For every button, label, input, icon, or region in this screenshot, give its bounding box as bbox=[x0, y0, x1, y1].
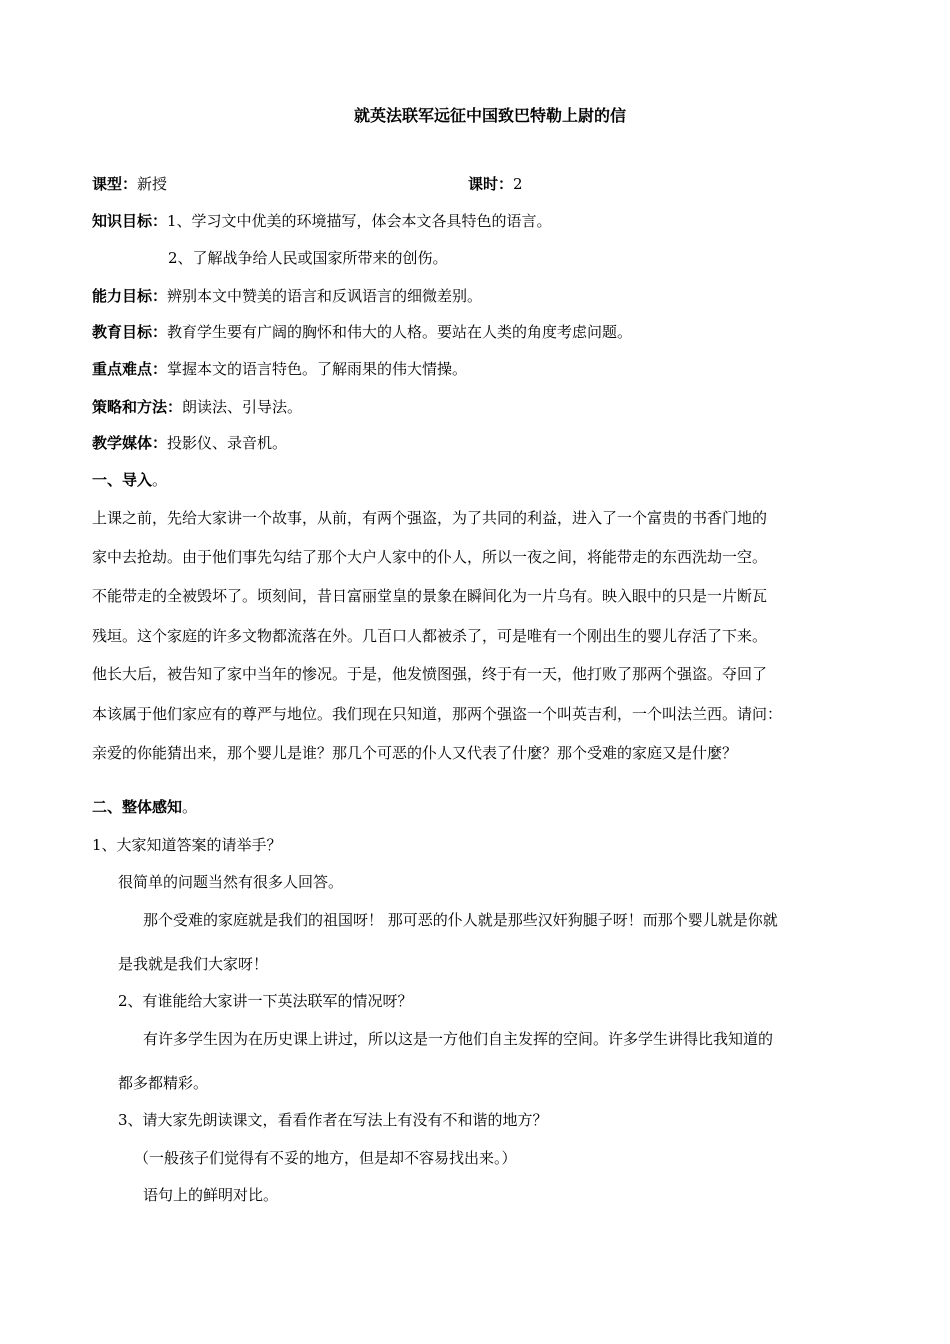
section-2-heading bbox=[92, 797, 197, 817]
section-1-heading-text: 一、导入 bbox=[92, 471, 153, 489]
section-2-heading-tail: 。 bbox=[182, 798, 198, 816]
key-value: 掌握本文的语言特色。了解雨果的伟大情操。 bbox=[167, 360, 468, 378]
media-label: 教学媒体： bbox=[92, 434, 168, 452]
section-2-heading-text: 二、整体感知 bbox=[92, 798, 183, 816]
question-2-answer-a: 有许多学生因为在历史课上讲过，所以这是一方他们自主发挥的空间。许多学生讲得比我知道的 bbox=[143, 1030, 774, 1048]
story-line-1: 上课之前，先给大家讲一个故事，从前，有两个强盗，为了共同的利益，进入了一个富贵的书香门地的 bbox=[92, 509, 768, 527]
key-label: 重点难点： bbox=[92, 360, 168, 378]
question-1-answer-a: 那个受难的家庭就是我们的祖国呀！ 那可恶的仆人就是那些汉奸狗腿子呀！而那个婴儿就是你就 bbox=[143, 911, 778, 929]
story-line-7: 亲爱的你能猜出来，那个婴儿是谁？那几个可恶的仆人又代表了什麼？那个受难的家庭又是什麼？ bbox=[92, 744, 738, 762]
question-1: 1、大家知道答案的请举手？ bbox=[92, 836, 282, 854]
knowledge-item-2: 2、了解战争给人民或国家所带来的创伤。 bbox=[168, 249, 448, 267]
class-hours-value: 2 bbox=[513, 175, 523, 193]
strategy-value: 朗读法、引导法。 bbox=[182, 398, 303, 416]
question-2-answer-b: 都多都精彩。 bbox=[118, 1074, 209, 1092]
question-3: 3、请大家先朗读课文，看看作者在写法上有没有不和谐的地方？ bbox=[118, 1111, 548, 1129]
ability-label: 能力目标： bbox=[92, 287, 168, 305]
knowledge-objective bbox=[92, 211, 552, 231]
section-1-heading bbox=[92, 470, 167, 490]
knowledge-item-1: 1、学习文中优美的环境描写，体会本文各具特色的语言。 bbox=[167, 212, 552, 230]
story-line-3: 不能带走的全被毁坏了。顷刻间，昔日富丽堂皇的景象在瞬间化为一片乌有。映入眼中的只是一片断瓦 bbox=[92, 587, 768, 605]
ability-value: 辨别本文中赞美的语言和反讽语言的细微差别。 bbox=[167, 287, 483, 305]
question-3-note: （一般孩子们觉得有不妥的地方，但是却不容易找出来。） bbox=[134, 1149, 517, 1167]
course-type-value: 新授 bbox=[137, 175, 168, 193]
key-difficulty bbox=[92, 359, 467, 379]
education-value: 教育学生要有广阔的胸怀和伟大的人格。要站在人类的角度考虑问题。 bbox=[167, 323, 633, 341]
education-objective bbox=[92, 322, 632, 342]
teaching-media bbox=[92, 433, 287, 453]
strategy-method bbox=[92, 397, 302, 417]
strategy-label: 策略和方法： bbox=[92, 398, 183, 416]
section-1-heading-tail: 。 bbox=[152, 471, 168, 489]
course-type bbox=[92, 174, 167, 194]
question-3-answer: 语句上的鲜明对比。 bbox=[143, 1186, 279, 1204]
question-1-answer-b: 是我就是我们大家呀！ bbox=[118, 955, 269, 973]
story-line-5: 他长大后，被告知了家中当年的惨况。于是，他发愤图强，终于有一天，他打败了那两个强盗。夺回了 bbox=[92, 665, 768, 683]
class-hours bbox=[468, 174, 523, 194]
question-2: 2、有谁能给大家讲一下英法联军的情况呀？ bbox=[118, 992, 413, 1010]
story-line-4: 残垣。这个家庭的许多文物都流落在外。几百口人都被杀了，可是唯有一个刚出生的婴儿存活了下来。 bbox=[92, 627, 768, 645]
ability-objective bbox=[92, 286, 482, 306]
knowledge-label: 知识目标： bbox=[92, 212, 168, 230]
media-value: 投影仪、录音机。 bbox=[167, 434, 288, 452]
class-hours-label: 课时： bbox=[468, 175, 514, 193]
story-line-6: 本该属于他们家应有的尊严与地位。我们现在只知道，那两个强盗一个叫英吉利，一个叫法兰西。请问： bbox=[92, 705, 783, 723]
course-type-label: 课型： bbox=[92, 175, 138, 193]
page-title: 就英法联军远征中国致巴特勒上尉的信 bbox=[353, 106, 626, 125]
question-1-note: 很简单的问题当然有很多人回答。 bbox=[118, 873, 344, 891]
education-label: 教育目标： bbox=[92, 323, 168, 341]
story-line-2: 家中去抢劫。由于他们事先勾结了那个大户人家中的仆人，所以一夜之间，将能带走的东西洗劫一空。 bbox=[92, 548, 768, 566]
